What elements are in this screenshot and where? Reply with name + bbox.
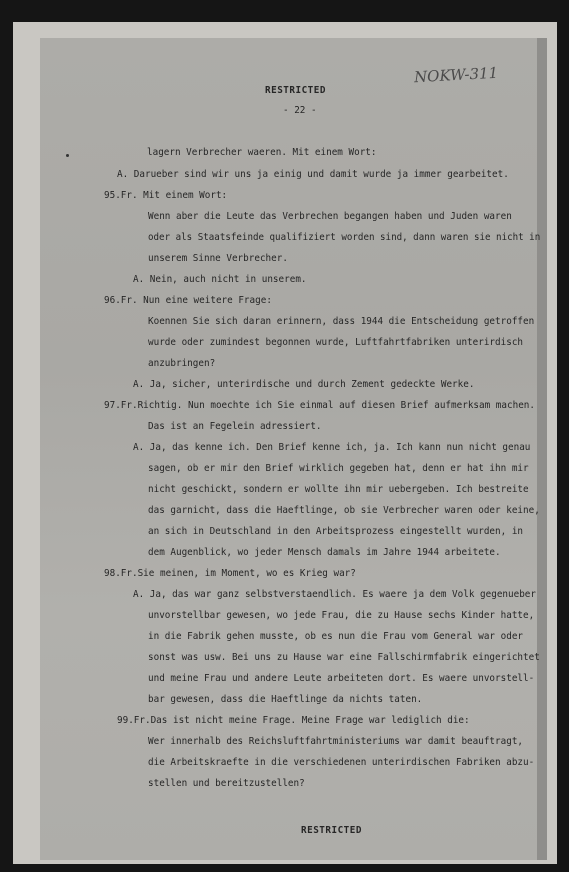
transcript-line: 95.Fr. Mit einem Wort: [104, 190, 228, 201]
restricted-footer: RESTRICTED [301, 825, 362, 836]
transcript-line: Wer innerhalb des Reichsluftfahrtministeriums war damit beauftragt, [148, 736, 524, 747]
transcript-line: 98.Fr.Sie meinen, im Moment, wo es Krieg war? [104, 568, 356, 579]
transcript-line: nicht geschickt, sondern er wollte ihn mir uebergeben. Ich bestreite [148, 484, 529, 495]
transcript-line: Das ist an Fegelein adressiert. [148, 421, 322, 432]
transcript-line: stellen und bereitzustellen? [148, 778, 305, 789]
transcript-line: die Arbeitskraefte in die verschiedenen unterirdischen Fabriken abzu- [148, 757, 535, 768]
transcript-line: das garnicht, dass die Haeftlinge, ob sie Verbrecher waren oder keine, [148, 505, 540, 516]
transcript-line: dem Augenblick, wo jeder Mensch damals im Jahre 1944 arbeitete. [148, 547, 501, 558]
transcript-line: A. Ja, das war ganz selbstverstaendlich. Es waere ja dem Volk gegenueber [133, 589, 536, 600]
page-edge-shadow [537, 38, 547, 860]
margin-mark [66, 154, 69, 157]
transcript-line: 97.Fr.Richtig. Nun moechte ich Sie einmal auf diesen Brief aufmerksam machen. [104, 400, 535, 411]
handwritten-reference: NOKW-311 [413, 63, 499, 87]
restricted-header: RESTRICTED [265, 85, 326, 96]
transcript-line: 99.Fr.Das ist nicht meine Frage. Meine Frage war lediglich die: [117, 715, 470, 726]
transcript-line: bar gewesen, dass die Haeftlinge da nichts taten. [148, 694, 423, 705]
transcript-line: lagern Verbrecher waeren. Mit einem Wort: [147, 147, 377, 158]
transcript-line: A. Darueber sind wir uns ja einig und damit wurde ja immer gearbeitet. [117, 169, 509, 180]
transcript-line: unvorstellbar gewesen, wo jede Frau, die zu Hause sechs Kinder hatte, [148, 610, 535, 621]
transcript-line: anzubringen? [148, 358, 216, 369]
transcript-line: sagen, ob er mir den Brief wirklich gegeben hat, denn er hat ihn mir [148, 463, 529, 474]
transcript-line: Koennen Sie sich daran erinnern, dass 1944 die Entscheidung getroffen [148, 316, 535, 327]
transcript-line: A. Ja, sicher, unterirdische und durch Zement gedeckte Werke. [133, 379, 475, 390]
page-number: - 22 - [283, 105, 317, 116]
transcript-line: A. Ja, das kenne ich. Den Brief kenne ich, ja. Ich kann nun nicht genau [133, 442, 531, 453]
transcript-line: Wenn aber die Leute das Verbrechen begangen haben und Juden waren [148, 211, 512, 222]
transcript-line: 96.Fr. Nun eine weitere Frage: [104, 295, 272, 306]
transcript-line: an sich in Deutschland in den Arbeitsprozess eingestellt wurden, in [148, 526, 524, 537]
transcript-line: wurde oder zumindest begonnen wurde, Luftfahrtfabriken unterirdisch [148, 337, 524, 348]
transcript-line: und meine Frau und andere Leute arbeiteten dort. Es waere unvorstell- [148, 673, 535, 684]
transcript-line: in die Fabrik gehen musste, ob es nun die Frau vom General war oder [148, 631, 524, 642]
transcript-line: unserem Sinne Verbrecher. [148, 253, 288, 264]
transcript-line: sonst was usw. Bei uns zu Hause war eine Fallschirmfabrik eingerichtet [148, 652, 540, 663]
transcript-line: A. Nein, auch nicht in unserem. [133, 274, 307, 285]
transcript-line: oder als Staatsfeinde qualifiziert worden sind, dann waren sie nicht in [148, 232, 541, 243]
